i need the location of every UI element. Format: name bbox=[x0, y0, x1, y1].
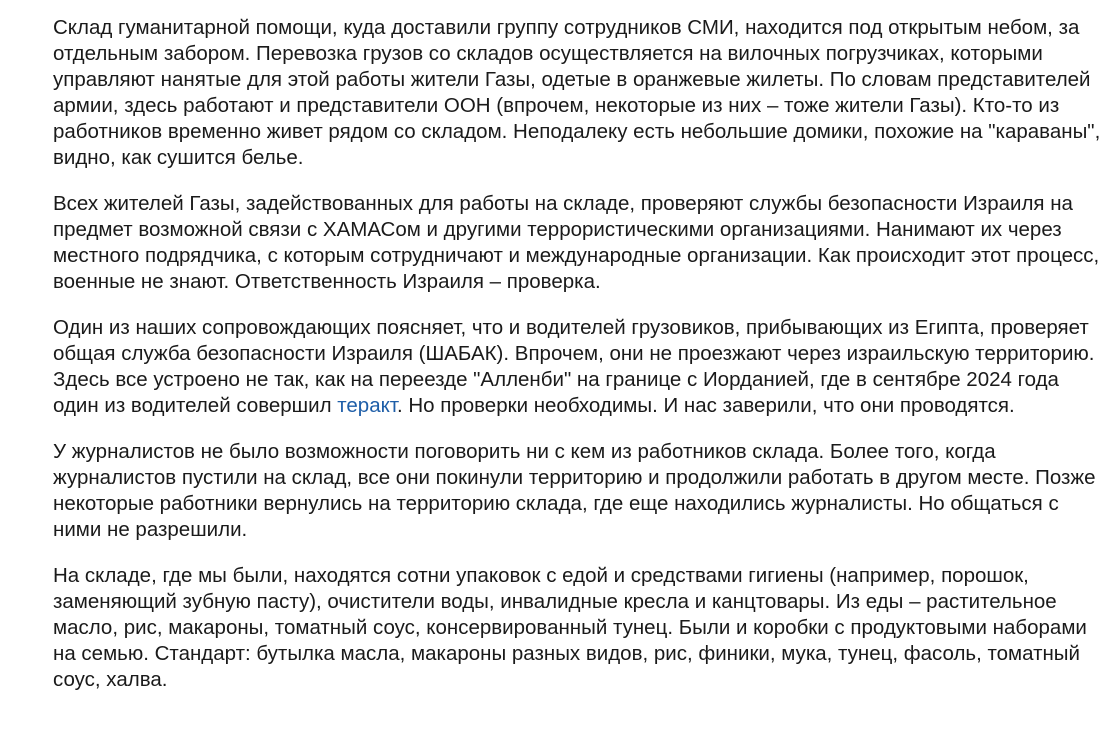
paragraph-journalists: У журналистов не было возможности поговорить ни с кем из работников склада. Более того, когда журналистов пустили на склад, все они покинули территорию и продолжили работать в другом месте. Позже некоторые работники вернулись на территорию склада, где еще находились журналисты. Но общаться с ними не разрешили. bbox=[53, 440, 1096, 541]
paragraph-warehouse-contents: На складе, где мы были, находятся сотни упаковок с едой и средствами гигиены (например, порошок, заменяющий зубную пасту), очистители воды, инвалидные кресла и канцтовары. Из еды – растительное масло, рис, макароны, томатный соус, консервированный тунец. Были и коробки с продуктовыми наборами на семью. Стандарт: бутылка масла, макароны разных видов, рис, финики, мука, тунец, фасоль, томатный соус, халва. bbox=[53, 564, 1087, 691]
paragraph-text-before-link: Один из наших сопровождающих поясняет, что и водителей грузовиков, прибывающих из Египта, проверяет общая служба безопасности Израиля (ШАБАК). Впрочем, они не проезжают через израильскую территорию. Здесь все устроено не так, как на переезде "Алленби" на границе с Иорданией, где в сентябре 2024 года один из водителей совершил bbox=[53, 316, 1095, 417]
article-body bbox=[53, 15, 1103, 713]
paragraph-text-after-link: . Но проверки необходимы. И нас заверили, что они проводятся. bbox=[396, 394, 1015, 417]
paragraph-security-checks: Всех жителей Газы, задействованных для работы на складе, проверяют службы безопасности Израиля на предмет возможной связи с ХАМАСом и другими террористическими организациями. Нанимают их через местного подрядчика, с которым сотрудничают и международные организации. Как происходит этот процесс, военные не знают. Ответственность Израиля – проверка. bbox=[53, 192, 1100, 293]
terror-attack-link[interactable]: теракт bbox=[337, 394, 397, 417]
paragraph-truck-drivers bbox=[53, 315, 1103, 419]
paragraph-warehouse: Склад гуманитарной помощи, куда доставили группу сотрудников СМИ, находится под открытым небом, за отдельным забором. Перевозка грузов со складов осуществляется на вилочных погрузчиках, которыми управляют нанятые для этой работы жители Газы, одетые в оранжевые жилеты. По словам представителей армии, здесь работают и представители ООН (впрочем, некоторые из них – тоже жители Газы). Кто-то из работников временно живет рядом со складом. Неподалеку есть небольшие домики, похожие на "караваны", видно, как сушится белье. bbox=[53, 16, 1101, 169]
